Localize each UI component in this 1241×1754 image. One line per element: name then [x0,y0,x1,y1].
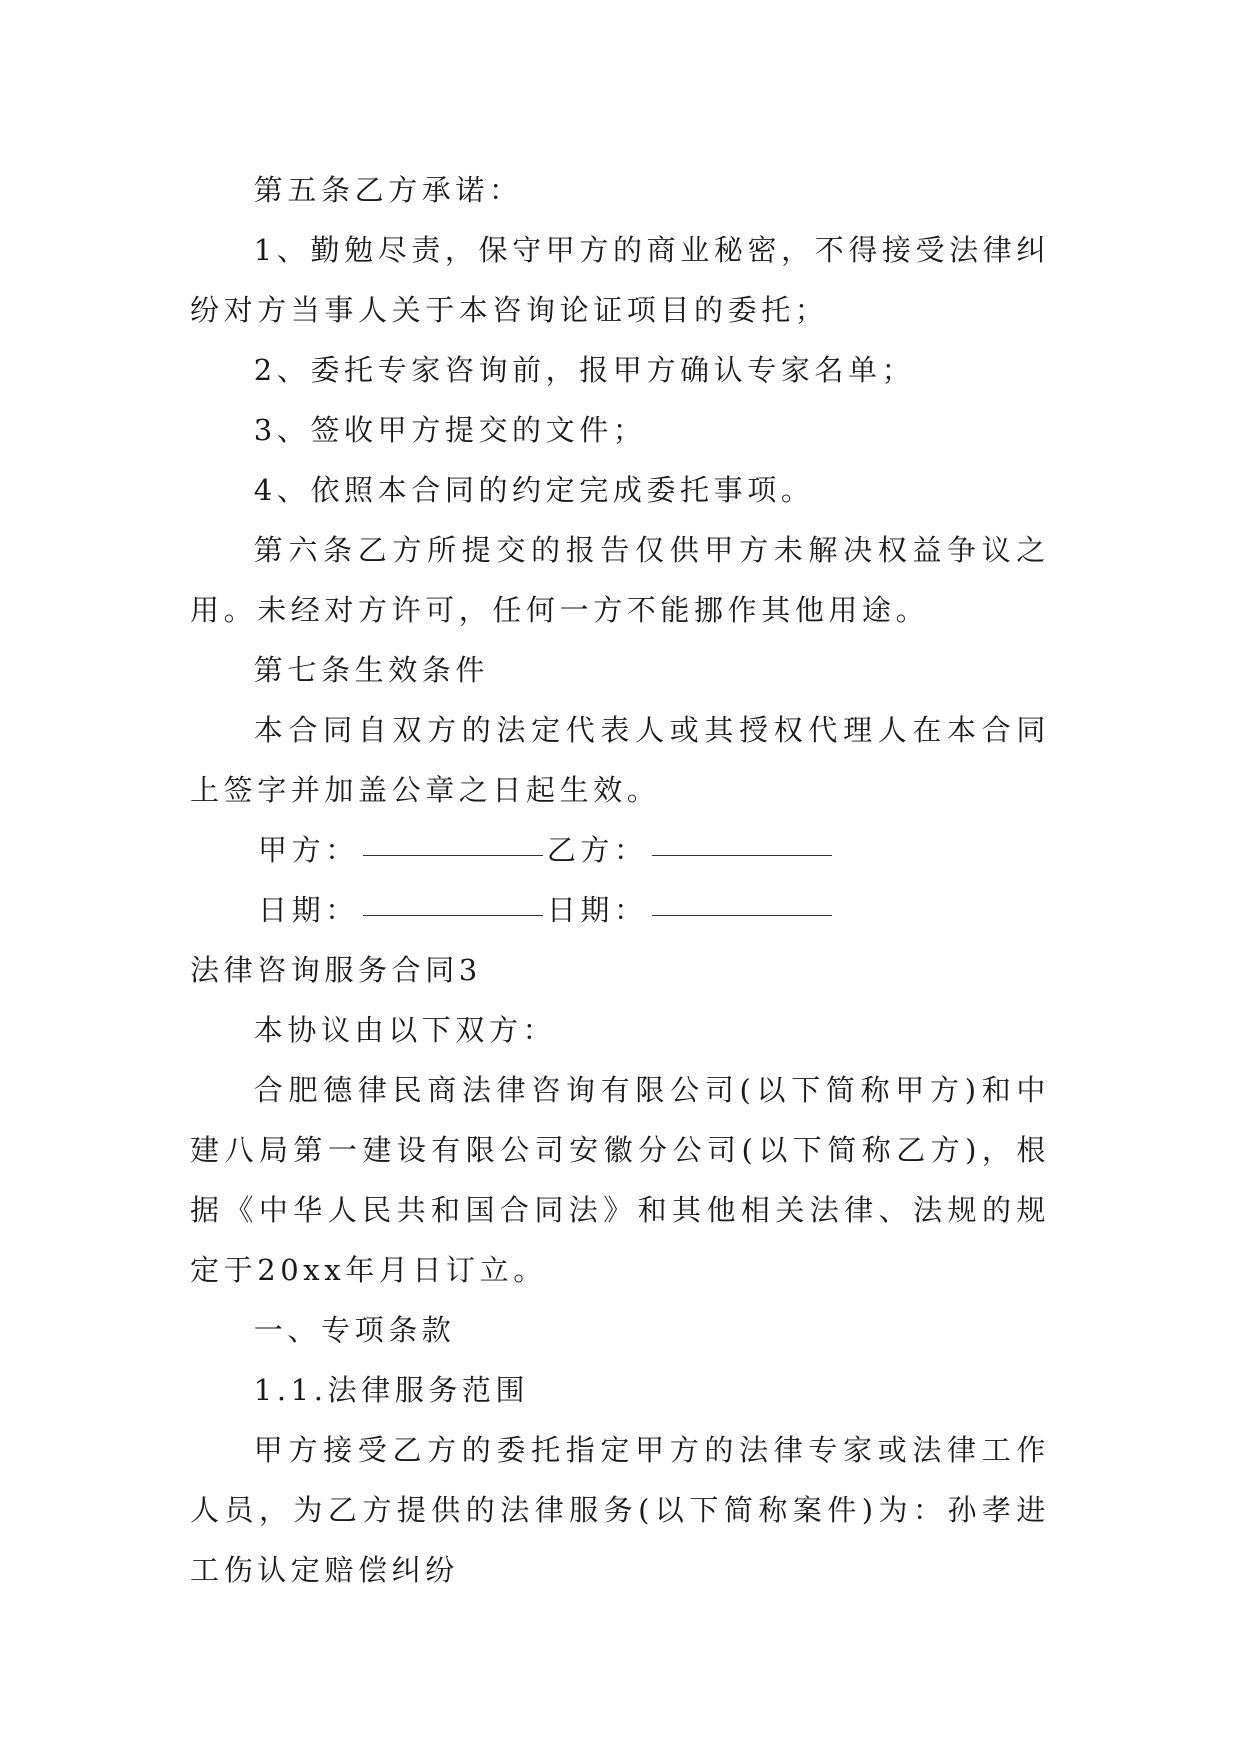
article-5-item-3: 3、签收甲方提交的文件； [253,413,647,447]
article-5-item-1: 1、勤勉尽责，保守甲方的商业秘密，不得接受法律纠纷对方当事人关于本咨询论证项目的委托； [190,233,1050,327]
date-b-line [652,885,832,916]
party-a-signature-line [363,825,543,856]
party-a-label: 甲方： [258,833,359,867]
agreement-parties-paragraph: 合肥德律民商法律咨询有限公司(以下简称甲方)和中建八局第一建设有限公司安徽分公司(以下简称乙方)，根据《中华人民共和国合同法》和其他相关法律、法规的规定于20xx年月日订立。 [190,1073,1050,1287]
signature-party-row [190,820,1050,880]
date-a-line [363,885,543,916]
signature-date-row [190,880,1050,940]
date-b-label: 日期： [546,893,648,927]
service-scope-heading: 1.1.法律服务范围 [253,1373,530,1407]
date-a-label: 日期： [258,893,359,927]
article-7-paragraph: 本合同自双方的法定代表人或其授权代理人在本合同上签字并加盖公章之日起生效。 [190,713,1050,807]
special-terms-heading: 一、专项条款 [253,1313,456,1347]
article-6-paragraph: 第六条乙方所提交的报告仅供甲方未解决权益争议之用。未经对方许可，任何一方不能挪作其他用途。 [190,533,1050,627]
article-7-title: 第七条生效条件 [253,653,489,687]
service-scope-paragraph: 甲方接受乙方的委托指定甲方的法律专家或法律工作人员，为乙方提供的法律服务(以下简称案件)为：孙孝进工伤认定赔偿纠纷 [190,1433,1050,1587]
agreement-intro: 本协议由以下双方： [253,1013,557,1047]
article-5-item-4: 4、依照本合同的约定完成委托事项。 [253,473,815,507]
party-b-label: 乙方： [546,833,648,867]
article-5-title: 第五条乙方承诺： [253,173,523,207]
party-b-signature-line [652,825,832,856]
document-body [190,160,1050,1600]
article-5-item-2: 2、委托专家咨询前，报甲方确认专家名单； [253,353,916,387]
section-title: 法律咨询服务合同3 [190,953,482,987]
